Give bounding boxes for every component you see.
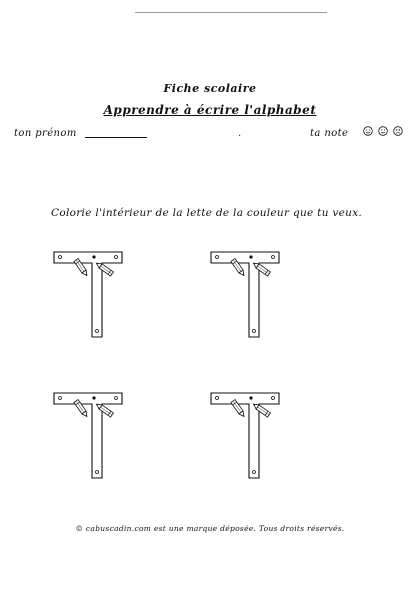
letter-t-outline[interactable] <box>209 246 289 346</box>
worksheet-subtitle <box>0 103 420 117</box>
worksheet-subtitle-text: Apprendre à écrire l'alphabet <box>103 103 317 117</box>
copyright-footer: © cabuscadin.com est une marque déposée. Tous droits réservés. <box>75 524 345 533</box>
letter-t-outline[interactable] <box>209 387 289 487</box>
top-rule <box>135 12 327 13</box>
sad-face-icon[interactable] <box>393 126 403 136</box>
letter-t-outline[interactable] <box>52 246 132 346</box>
instruction-text: Colorie l'intérieur de la lette de la couleur que tu veux. <box>51 207 363 219</box>
neutral-face-icon[interactable] <box>378 126 388 136</box>
letter-t-outline[interactable] <box>52 387 132 487</box>
worksheet-title: Fiche scolaire <box>163 82 257 95</box>
happy-face-icon[interactable] <box>363 126 373 136</box>
grade-label: ta note <box>310 128 349 139</box>
separator-dot: . <box>238 128 242 139</box>
name-field[interactable] <box>85 137 147 138</box>
info-row <box>0 126 420 142</box>
name-label: ton prénom <box>14 128 77 139</box>
